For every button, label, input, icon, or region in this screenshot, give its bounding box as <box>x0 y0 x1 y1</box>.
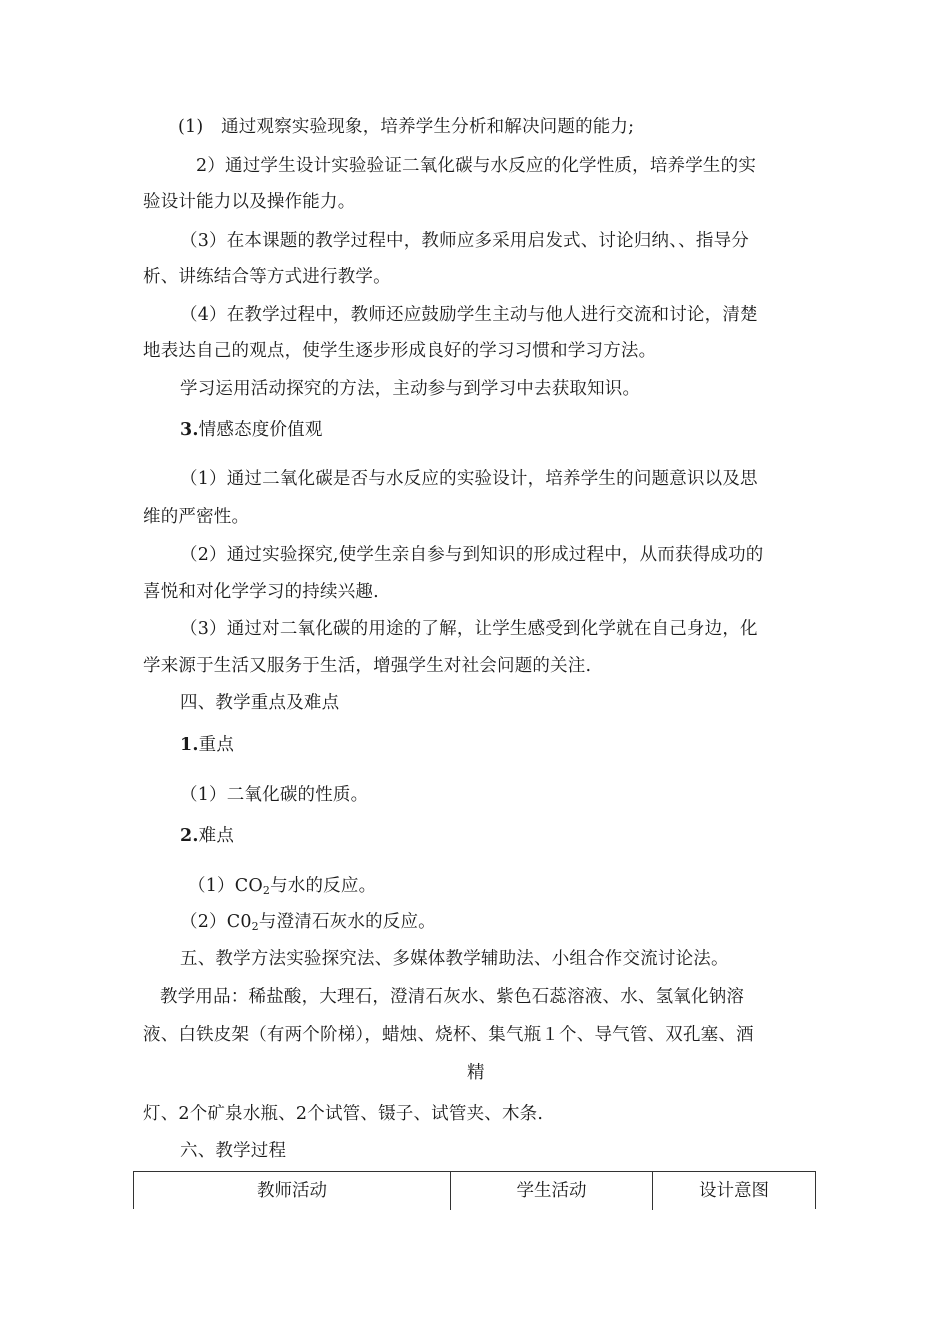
subheading-key-points <box>180 733 234 757</box>
ability-item-3-line-2: 析、讲练结合等方式进行教学。 <box>143 267 391 287</box>
difficulty-item-1 <box>188 874 376 898</box>
emotion-item-2-line-1: （2）通过实验探究,使学生亲自参与到知识的形成过程中，从而获得成功的 <box>180 545 764 565</box>
difficulty-text: （2）C0 <box>180 912 252 932</box>
section-heading-5: 五、教学方法实验探究法、多媒体教学辅助法、小组合作交流讨论法。 <box>180 949 729 969</box>
teaching-process-table <box>133 1171 816 1209</box>
heading-number: 3. <box>180 420 199 440</box>
emotion-item-2-line-2: 喜悦和对化学学习的持续兴趣. <box>143 582 379 602</box>
subscript: 2 <box>251 920 259 933</box>
ability-item-4-line-2: 地表达自己的观点，使学生逐步形成良好的学习习惯和学习方法。 <box>143 341 657 361</box>
table-header-student: 学生活动 <box>451 1172 653 1210</box>
section-heading-6: 六、教学过程 <box>180 1141 287 1161</box>
subheading-number: 2. <box>180 826 199 846</box>
emotion-item-3-line-1: （3）通过对二氧化碳的用途的了解，让学生感受到化学就在自己身边，化 <box>180 619 758 639</box>
table-header-teacher: 教师活动 <box>134 1172 451 1210</box>
emotion-item-1-line-2: 维的严密性。 <box>143 507 250 527</box>
table-header-intent: 设计意图 <box>699 1181 769 1201</box>
materials-line-3: 精 <box>467 1063 485 1083</box>
difficulty-text: （1）CO <box>188 876 263 896</box>
section-heading-4: 四、教学重点及难点 <box>180 693 340 713</box>
ability-item-4-line-1: （4）在教学过程中，教师还应鼓励学生主动与他人进行交流和讨论，清楚 <box>180 305 758 325</box>
ability-item-2-line-1: 2）通过学生设计实验验证二氧化碳与水反应的化学性质，培养学生的实 <box>196 156 757 176</box>
heading-text: 情感态度价值观 <box>198 420 323 440</box>
ability-item-1: (1) 通过观察实验现象，培养学生分析和解决问题的能力; <box>178 117 635 137</box>
emotion-item-3-line-2: 学来源于生活又服务于生活，增强学生对社会问题的关注. <box>143 656 592 676</box>
section-heading-emotion <box>180 418 323 442</box>
emotion-item-1-line-1: （1）通过二氧化碳是否与水反应的实验设计，培养学生的问题意识以及思 <box>180 469 758 489</box>
materials-line-2: 液、白铁皮架（有两个阶梯），蜡烛、烧杯、集气瓶１个、导气管、双孔塞、酒 <box>143 1025 754 1045</box>
difficulty-text: 与澄清石灰水的反应。 <box>258 912 436 932</box>
subheading-text: 难点 <box>198 826 235 846</box>
materials-line-1: 教学用品：稀盐酸，大理石，澄清石灰水、紫色石蕊溶液、水、氢氧化钠溶 <box>160 987 745 1007</box>
materials-line-4: 灯、2个矿泉水瓶、2个试管、镊子、试管夹、木条. <box>143 1104 544 1124</box>
subheading-difficulties <box>180 824 234 848</box>
subheading-text: 重点 <box>198 735 235 755</box>
key-point-item-1: （1）二氧化碳的性质。 <box>180 785 369 805</box>
ability-summary: 学习运用活动探究的方法，主动参与到学习中去获取知识。 <box>180 379 641 399</box>
ability-item-2-line-2: 验设计能力以及操作能力。 <box>143 192 356 212</box>
difficulty-item-2 <box>180 910 436 934</box>
difficulty-text: 与水的反应。 <box>270 876 377 896</box>
subheading-number: 1. <box>180 735 199 755</box>
ability-item-3-line-1: （3）在本课题的教学过程中，教师应多采用启发式、讨论归纳、、指导分 <box>180 231 749 251</box>
subscript: 2 <box>262 884 271 897</box>
